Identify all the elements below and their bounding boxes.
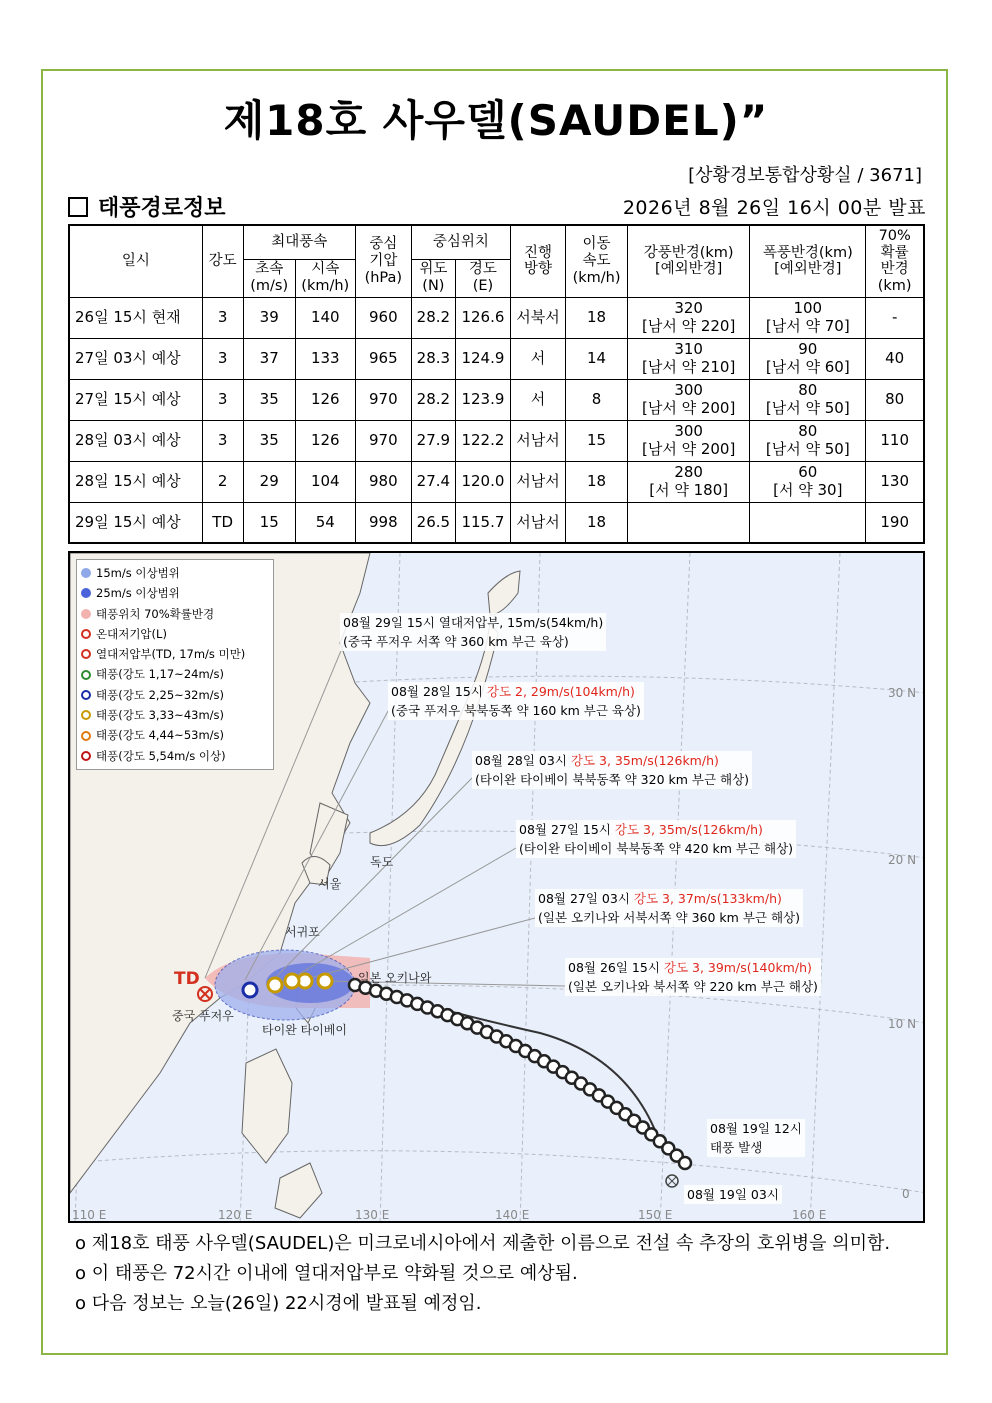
cell-gale-radius-value: 300 bbox=[674, 422, 703, 441]
cell-pressure: 965 bbox=[355, 338, 411, 379]
cell-time: 27일 15시 예상 bbox=[69, 379, 202, 420]
cell-lat: 27.9 bbox=[411, 420, 455, 461]
cell-lon: 126.6 bbox=[455, 297, 510, 338]
cell-time: 28일 15시 예상 bbox=[69, 461, 202, 502]
cell-prob70: 40 bbox=[866, 338, 924, 379]
cell-wind-kmh: 133 bbox=[295, 338, 355, 379]
legend-label: 태풍(강도 2,25~32m/s) bbox=[96, 687, 225, 702]
cell-lon: 120.0 bbox=[455, 461, 510, 502]
checkbox-square-icon bbox=[68, 197, 88, 217]
legend-label: 태풍(강도 3,33~43m/s) bbox=[96, 708, 225, 723]
legend-label: 태풍(강도 4,44~53m/s) bbox=[96, 728, 225, 743]
pink-dot-icon bbox=[81, 609, 91, 619]
table-row bbox=[69, 461, 924, 502]
cell-gale-radius bbox=[628, 502, 750, 543]
cell-storm-radius bbox=[750, 338, 866, 379]
cell-intensity: 3 bbox=[202, 379, 243, 420]
header-pressure: 중심 기압 (hPa) bbox=[355, 225, 411, 297]
cell-wind-ms: 37 bbox=[243, 338, 295, 379]
annotation-0827-15: 08월 27일 15시 강도 3, 35m/s(126km/h) (타이완 타이베이 북북동쪽 약 420 km 부근 해상) bbox=[516, 820, 796, 858]
cell-lat: 26.5 bbox=[411, 502, 455, 543]
typhoon-forecast-icon bbox=[268, 978, 282, 992]
cell-gale-radius bbox=[628, 461, 750, 502]
page-title: 제18호 사우델(SAUDEL)” bbox=[223, 96, 769, 145]
cell-speed: 15 bbox=[566, 420, 628, 461]
cell-storm-radius bbox=[750, 297, 866, 338]
cell-direction: 서남서 bbox=[510, 502, 565, 543]
cell-wind-kmh: 104 bbox=[295, 461, 355, 502]
cell-direction: 서 bbox=[510, 338, 565, 379]
cell-wind-ms: 35 bbox=[243, 420, 295, 461]
cell-wind-kmh: 126 bbox=[295, 379, 355, 420]
cell-lat: 28.3 bbox=[411, 338, 455, 379]
cell-pressure: 970 bbox=[355, 379, 411, 420]
cell-prob70: 80 bbox=[866, 379, 924, 420]
legend-item bbox=[81, 604, 269, 624]
cell-storm-radius-exception: [남서 약 50] bbox=[765, 398, 850, 417]
legend-item bbox=[81, 705, 269, 725]
cell-gale-radius bbox=[628, 420, 750, 461]
cell-gale-radius-exception: [남서 약 200] bbox=[641, 439, 736, 458]
lon-label-130: 130 E bbox=[355, 1208, 390, 1222]
city-taipei: 타이완 타이베이 bbox=[262, 1023, 347, 1037]
city-seoul: 서울 bbox=[318, 877, 342, 891]
legend-item bbox=[81, 685, 269, 705]
cell-lat: 27.4 bbox=[411, 461, 455, 502]
cell-intensity: 3 bbox=[202, 297, 243, 338]
header-time: 일시 bbox=[69, 225, 202, 297]
section-title: 태풍경로정보 bbox=[98, 196, 226, 221]
cell-gale-radius-exception: [남서 약 200] bbox=[641, 398, 736, 417]
header-storm-radius: 폭풍반경(km) [예외반경] bbox=[750, 225, 866, 297]
table-row bbox=[69, 502, 924, 543]
cell-wind-kmh: 54 bbox=[295, 502, 355, 543]
header-max-wind: 최대풍속 bbox=[243, 225, 355, 259]
lat-label-30: 30 N bbox=[888, 686, 917, 700]
cell-speed: 8 bbox=[566, 379, 628, 420]
light-blue-dot-icon bbox=[81, 568, 91, 578]
cell-prob70: 130 bbox=[866, 461, 924, 502]
legend-item bbox=[81, 644, 269, 664]
cell-storm-radius-value: 60 bbox=[798, 463, 818, 482]
cell-storm-radius-exception: [남서 약 70] bbox=[765, 316, 850, 335]
table-row bbox=[69, 379, 924, 420]
legend-label: 온대저기압(L) bbox=[96, 626, 167, 641]
cell-gale-radius bbox=[628, 297, 750, 338]
cell-lat: 28.2 bbox=[411, 379, 455, 420]
annotation-0826-15: 08월 26일 15시 강도 3, 39m/s(140km/h) (일본 오키나와 북서쪽 약 220 km 부근 해상) bbox=[565, 958, 821, 996]
cell-time: 26일 15시 현재 bbox=[69, 297, 202, 338]
cell-storm-radius-value: 80 bbox=[798, 422, 818, 441]
cell-wind-ms: 35 bbox=[243, 379, 295, 420]
cell-lon: 115.7 bbox=[455, 502, 510, 543]
lat-label-20: 20 N bbox=[888, 853, 917, 867]
low-pressure-icon bbox=[81, 629, 91, 639]
cell-direction: 서남서 bbox=[510, 461, 565, 502]
cell-gale-radius-value: 320 bbox=[674, 299, 703, 318]
note-1: o 제18호 태풍 사우델(SAUDEL)은 미크로네시아에서 제출한 이름으로 전설 속 추장의 호위병을 의미함. bbox=[75, 1233, 891, 1254]
city-dokdo: 독도 bbox=[370, 855, 394, 869]
notes bbox=[75, 1229, 890, 1319]
cell-storm-radius bbox=[750, 420, 866, 461]
typhoon-forecast-icon bbox=[243, 983, 257, 997]
cell-gale-radius-value: 300 bbox=[674, 381, 703, 400]
cell-wind-ms: 15 bbox=[243, 502, 295, 543]
cell-pressure: 960 bbox=[355, 297, 411, 338]
cell-gale-radius-value: 310 bbox=[674, 340, 703, 359]
cell-time: 28일 03시 예상 bbox=[69, 420, 202, 461]
cell-direction: 서 bbox=[510, 379, 565, 420]
lat-label-0: 0 bbox=[902, 1187, 910, 1201]
td-label: TD bbox=[174, 969, 200, 989]
cell-wind-kmh: 126 bbox=[295, 420, 355, 461]
cell-time: 29일 15시 예상 bbox=[69, 502, 202, 543]
typhoon-1-icon bbox=[81, 670, 91, 680]
cell-lon: 123.9 bbox=[455, 379, 510, 420]
tropical-depression-icon bbox=[81, 649, 91, 659]
cell-gale-radius bbox=[628, 338, 750, 379]
legend-label: 태풍위치 70%확률반경 bbox=[96, 606, 215, 621]
cell-storm-radius-value: 90 bbox=[798, 340, 818, 359]
header-prob70: 70% 확률 반경 (km) bbox=[866, 225, 924, 297]
cell-direction: 서남서 bbox=[510, 420, 565, 461]
typhoon-info-table bbox=[68, 224, 925, 544]
cell-speed: 14 bbox=[566, 338, 628, 379]
table-row bbox=[69, 297, 924, 338]
cell-intensity: 3 bbox=[202, 420, 243, 461]
map-legend bbox=[76, 559, 274, 770]
cell-storm-radius-value: 100 bbox=[793, 299, 823, 318]
lon-label-120: 120 E bbox=[218, 1208, 253, 1222]
legend-item bbox=[81, 583, 269, 603]
table-row bbox=[69, 338, 924, 379]
section-heading bbox=[68, 191, 226, 222]
annotation-0827-03: 08월 27일 03시 강도 3, 37m/s(133km/h) (일본 오키나와 서북서쪽 약 360 km 부근 해상) bbox=[535, 889, 803, 927]
cell-gale-radius bbox=[628, 379, 750, 420]
annotation-0828-15: 08월 28일 15시 강도 2, 29m/s(104km/h) (중국 푸저우 북북동쪽 약 160 km 부근 육상) bbox=[388, 682, 644, 720]
legend-label: 15m/s 이상범위 bbox=[96, 566, 180, 580]
legend-item bbox=[81, 624, 269, 644]
lon-label-140: 140 E bbox=[495, 1208, 530, 1222]
header-speed: 이동 속도 (km/h) bbox=[566, 225, 628, 297]
header-intensity: 강도 bbox=[202, 225, 243, 297]
cell-intensity: TD bbox=[202, 502, 243, 543]
header-lat: 위도 (N) bbox=[411, 259, 455, 297]
city-okinawa: 일본 오키나와 bbox=[358, 971, 432, 985]
legend-label: 열대저압부(TD, 17m/s 미만) bbox=[96, 647, 246, 662]
lat-label-10: 10 N bbox=[888, 1017, 917, 1031]
cell-lat: 28.2 bbox=[411, 297, 455, 338]
cell-storm-radius-exception: [남서 약 50] bbox=[765, 439, 850, 458]
cell-pressure: 998 bbox=[355, 502, 411, 543]
annotation-genesis: 08월 19일 12시 태풍 발생 bbox=[707, 1119, 805, 1157]
cell-storm-radius-value: 80 bbox=[798, 381, 818, 400]
lon-label-150: 150 E bbox=[638, 1208, 673, 1222]
cell-speed: 18 bbox=[566, 502, 628, 543]
cell-gale-radius-exception: [남서 약 220] bbox=[641, 316, 736, 335]
cell-gale-radius-exception: [남서 약 210] bbox=[641, 357, 736, 376]
table-row bbox=[69, 420, 924, 461]
header-wind-kmh: 시속 (km/h) bbox=[295, 259, 355, 297]
cell-intensity: 2 bbox=[202, 461, 243, 502]
cell-prob70: 110 bbox=[866, 420, 924, 461]
cell-pressure: 970 bbox=[355, 420, 411, 461]
cell-wind-ms: 29 bbox=[243, 461, 295, 502]
legend-label: 25m/s 이상범위 bbox=[96, 586, 180, 601]
header-position: 중심위치 bbox=[411, 225, 510, 259]
cell-speed: 18 bbox=[566, 297, 628, 338]
table-body bbox=[69, 297, 924, 543]
header-lon: 경도 (E) bbox=[455, 259, 510, 297]
cell-storm-radius bbox=[750, 379, 866, 420]
header-wind-ms: 초속 (m/s) bbox=[243, 259, 295, 297]
cell-speed: 18 bbox=[566, 461, 628, 502]
cell-gale-radius-value: 280 bbox=[674, 463, 703, 482]
header-gale-radius: 강풍반경(km) [예외반경] bbox=[628, 225, 750, 297]
track-map bbox=[68, 551, 925, 1223]
typhoon-forecast-icon bbox=[285, 974, 299, 988]
city-seogwipo: 서귀포 bbox=[285, 925, 320, 939]
cell-storm-radius-exception: [남서 약 60] bbox=[765, 357, 850, 376]
annotation-0828-03: 08월 28일 03시 강도 3, 35m/s(126km/h) (타이완 타이베이 북북동쪽 약 320 km 부근 해상) bbox=[472, 751, 752, 789]
lon-label-110: 110 E bbox=[72, 1208, 107, 1222]
cell-storm-radius bbox=[750, 502, 866, 543]
issued-time: 2026년 8월 26일 16시 00분 발표 bbox=[622, 197, 926, 219]
lon-label-160: 160 E bbox=[792, 1208, 827, 1222]
note-3: o 다음 정보는 오늘(26일) 22시경에 발표될 예정임. bbox=[75, 1293, 482, 1314]
cell-wind-ms: 39 bbox=[243, 297, 295, 338]
blue-dot-icon bbox=[81, 588, 91, 598]
legend-item bbox=[81, 725, 269, 745]
cell-lon: 124.9 bbox=[455, 338, 510, 379]
annotation-start: 08월 19일 03시 bbox=[684, 1185, 782, 1204]
typhoon-track-icon bbox=[679, 1157, 691, 1169]
office-label: [상황경보통합상황실 / 3671] bbox=[688, 165, 922, 186]
typhoon-2-icon bbox=[81, 690, 91, 700]
legend-item bbox=[81, 563, 269, 583]
typhoon-4-icon bbox=[81, 731, 91, 741]
cell-time: 27일 03시 예상 bbox=[69, 338, 202, 379]
annotation-0829-15: 08월 29일 15시 열대저압부, 15m/s(54km/h) (중국 푸저우 서쪽 약 360 km 부근 육상) bbox=[340, 613, 606, 651]
cell-prob70: - bbox=[866, 297, 924, 338]
header-direction: 진행 방향 bbox=[510, 225, 565, 297]
typhoon-forecast-icon bbox=[318, 974, 332, 988]
cell-pressure: 980 bbox=[355, 461, 411, 502]
legend-item bbox=[81, 664, 269, 684]
city-fuzhou: 중국 푸저우 bbox=[172, 1009, 234, 1023]
cell-lon: 122.2 bbox=[455, 420, 510, 461]
legend-item bbox=[81, 746, 269, 766]
typhoon-5-icon bbox=[81, 751, 91, 761]
cell-prob70: 190 bbox=[866, 502, 924, 543]
legend-label: 태풍(강도 1,17~24m/s) bbox=[96, 667, 225, 682]
cell-intensity: 3 bbox=[202, 338, 243, 379]
cell-storm-radius-exception: [서 약 30] bbox=[773, 480, 843, 499]
note-2: o 이 태풍은 72시간 이내에 열대저압부로 약화될 것으로 예상됨. bbox=[75, 1263, 578, 1284]
cell-wind-kmh: 140 bbox=[295, 297, 355, 338]
legend-label: 태풍(강도 5,54m/s 이상) bbox=[96, 748, 226, 763]
cell-gale-radius-exception: [서 약 180] bbox=[649, 480, 729, 499]
cell-storm-radius bbox=[750, 461, 866, 502]
cell-direction: 서북서 bbox=[510, 297, 565, 338]
typhoon-3-icon bbox=[81, 710, 91, 720]
